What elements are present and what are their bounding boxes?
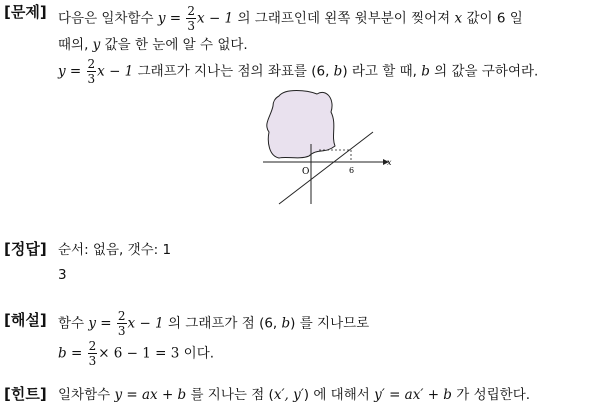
equation-lhs: y = — [58, 63, 82, 80]
hint-equation: y = ax + b — [114, 387, 187, 403]
equation-rhs: x − 1 — [197, 10, 234, 27]
hint-text: ) 에 대해서 — [303, 387, 375, 403]
explanation-label: [해설] — [4, 311, 47, 329]
problem-text: 값이 6 일 — [462, 10, 523, 27]
problem-line-1 — [58, 5, 523, 32]
hint-label: [힌트] — [4, 385, 47, 403]
problem-text: ) 라고 할 때, — [342, 63, 422, 80]
equation-lhs: y = — [157, 10, 182, 27]
explanation-text: 함수 — [58, 315, 89, 332]
problem-text: 의 그래프인데 왼쪽 윗부분이 찢어져 — [233, 10, 455, 27]
variable-y: y — [92, 37, 101, 53]
hint-line — [58, 386, 530, 404]
equation-rhs: x − 1 — [97, 63, 134, 80]
problem-text: 의 값을 구하여라. — [429, 63, 539, 80]
fraction-two-thirds: $\frac{2}{3}$ — [117, 309, 126, 338]
hint-text: 가 성립한다. — [451, 387, 531, 403]
problem-text: 다음은 일차함수 — [58, 10, 158, 27]
problem-text: 그래프가 지나는 점의 좌표를 (6, — [133, 63, 334, 80]
equals-sign: = — [66, 345, 83, 362]
answer-label: [정답] — [4, 240, 47, 258]
x-axis-label: x — [387, 158, 392, 167]
problem-text: 때의, — [58, 37, 93, 53]
hint-text: 일차함수 — [58, 387, 115, 403]
hint-point: x′, y′ — [273, 387, 304, 403]
fraction-two-thirds: $\frac{2}{3}$ — [87, 57, 96, 86]
explanation-line-1 — [58, 310, 369, 337]
calculation: × 6 − 1 = 3 — [98, 345, 180, 362]
fraction-two-thirds: $\frac{2}{3}$ — [187, 4, 196, 33]
variable-b: b — [421, 63, 430, 80]
problem-line-3 — [58, 58, 538, 85]
fraction-two-thirds: $\frac{2}{3}$ — [88, 339, 97, 368]
answer-value: 3 — [58, 267, 67, 283]
explanation-text: 의 그래프가 점 (6, — [163, 315, 282, 332]
explanation-text: 이다. — [179, 345, 215, 362]
torn-paper-region — [267, 91, 335, 159]
hint-equation: y′ = ax′ + b — [374, 387, 452, 403]
hint-text: 를 지나는 점 ( — [186, 387, 274, 403]
tick-label-six: 6 — [349, 166, 355, 175]
variable-b: b — [281, 315, 291, 332]
problem-text: 값을 한 눈에 알 수 없다. — [100, 37, 248, 53]
problem-label: [문제] — [4, 3, 47, 21]
answer-line-1: 순서: 없음, 갯수: 1 — [58, 242, 172, 258]
variable-x: x — [454, 10, 463, 27]
variable-b: b — [58, 345, 67, 362]
variable-b: b — [333, 63, 343, 80]
equation-rhs: x − 1 — [127, 315, 164, 332]
explanation-text: ) 를 지나므로 — [290, 315, 370, 332]
torn-graph-figure — [255, 86, 395, 208]
equation-lhs: y = — [88, 315, 112, 332]
origin-label: O — [302, 167, 310, 177]
problem-line-2 — [58, 36, 248, 54]
explanation-line-2 — [58, 340, 214, 367]
